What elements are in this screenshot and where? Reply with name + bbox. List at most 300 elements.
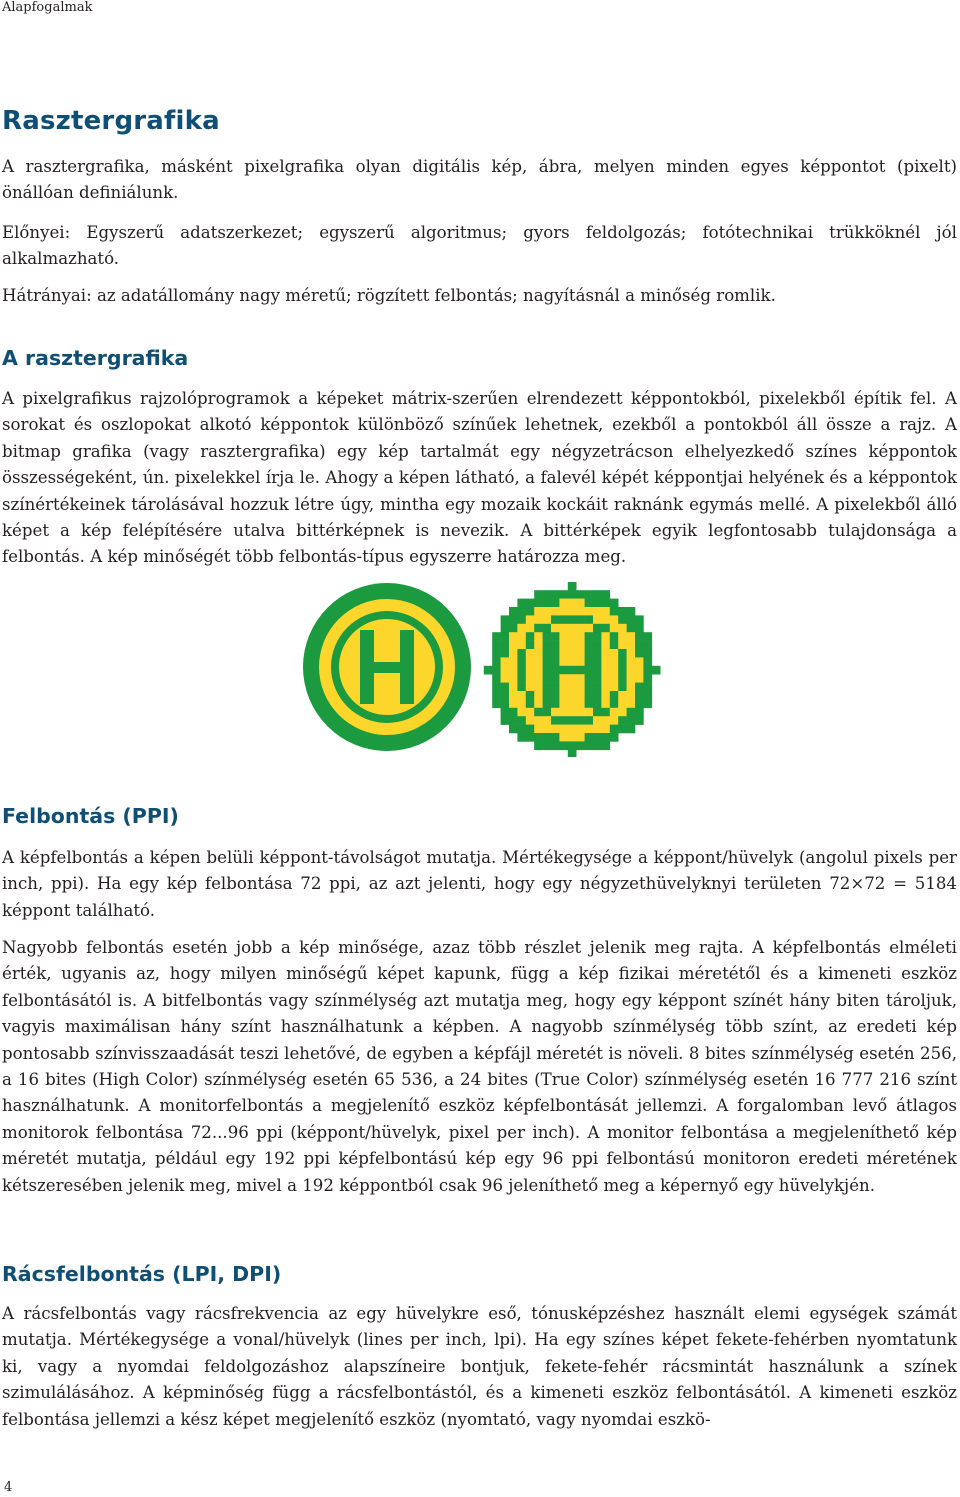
pixel-cell: [601, 607, 610, 616]
pixel-cell: [551, 632, 560, 641]
pixel-cell: [593, 725, 602, 734]
pixel-cell: [618, 657, 627, 666]
pixel-cell: [568, 590, 577, 599]
pixel-cell: [568, 599, 577, 608]
pixel-cell: [559, 691, 568, 700]
pixel-cell: [585, 691, 594, 700]
pixel-cell: [576, 632, 585, 641]
pixel-cell: [627, 624, 636, 633]
pixel-cell: [517, 733, 526, 742]
pixel-cell: [509, 666, 518, 675]
pixel-cell: [576, 607, 585, 616]
section-heading-raster: A rasztergrafika: [2, 346, 189, 370]
pixel-cell: [551, 708, 560, 717]
pixel-cell: [601, 691, 610, 700]
pixel-cell: [526, 716, 535, 725]
pixel-cell: [568, 683, 577, 692]
pixel-cell: [509, 657, 518, 666]
pixel-cell: [526, 733, 535, 742]
pixel-cell: [643, 657, 652, 666]
pixel-cell: [610, 699, 619, 708]
pixel-cell: [492, 691, 501, 700]
pixel-cell: [501, 683, 510, 692]
pixel-cell: [517, 725, 526, 734]
pixel-cell: [551, 657, 560, 666]
pixel-cell: [610, 615, 619, 624]
pixel-cell: [534, 716, 543, 725]
pixel-cell: [534, 691, 543, 700]
pixel-cell: [585, 716, 594, 725]
pixel-cell: [585, 641, 594, 650]
pixel-cell: [635, 657, 644, 666]
pixel-cell: [576, 674, 585, 683]
pixel-cell: [559, 716, 568, 725]
pixel-cell: [610, 708, 619, 717]
pixel-cell: [534, 624, 543, 633]
pixel-cell: [517, 657, 526, 666]
pixel-cell: [501, 641, 510, 650]
pixel-cell: [543, 624, 552, 633]
pixel-cell: [517, 599, 526, 608]
pixel-cell: [635, 691, 644, 700]
pixel-cell: [526, 599, 535, 608]
pixel-cell: [551, 733, 560, 742]
pixel-cell: [526, 708, 535, 717]
pixel-cell: [543, 733, 552, 742]
pixel-cell: [593, 615, 602, 624]
pixel-cell: [643, 632, 652, 641]
pixel-cell: [559, 733, 568, 742]
pixel-cell: [576, 624, 585, 633]
pixel-cell: [543, 699, 552, 708]
pixel-cell: [559, 666, 568, 675]
pixel-cell: [543, 607, 552, 616]
pixel-cell: [501, 657, 510, 666]
bus-stop-figure: [302, 582, 662, 757]
pixel-cell: [576, 649, 585, 658]
pixel-cell: [601, 666, 610, 675]
pixel-cell: [627, 691, 636, 700]
pixel-cell: [635, 624, 644, 633]
pixel-cell: [635, 649, 644, 658]
pixel-cell: [585, 649, 594, 658]
pixel-cell: [501, 716, 510, 725]
pixel-cell: [492, 666, 501, 675]
section-body-ppi-1: A képfelbontás a képen belüli képpont-távolságot mutatja. Mértékegysége a képpont/hüvelyk (angolul pixels per inch, ppi). Ha egy kép felbontása 72 ppi, az azt jelenti, hogy egy négyzethüvelyknyi területen 72×72 = 5184 képpont található.: [2, 848, 957, 920]
pixel-cell: [601, 708, 610, 717]
pixel-cell: [509, 674, 518, 683]
pixel-cell: [534, 741, 543, 750]
pixel-cell: [509, 691, 518, 700]
pixel-cell: [618, 725, 627, 734]
pixel-cell: [610, 641, 619, 650]
pixel-cell: [534, 725, 543, 734]
pixel-cell: [501, 699, 510, 708]
pixel-cell: [559, 599, 568, 608]
pixel-cell: [576, 641, 585, 650]
pixel-cell: [492, 674, 501, 683]
pixel-cell: [551, 666, 560, 675]
pixel-cell: [585, 708, 594, 717]
pixel-cell: [593, 624, 602, 633]
pixel-cell: [534, 708, 543, 717]
pixel-cell: [543, 590, 552, 599]
pixel-cell: [576, 741, 585, 750]
pixel-cell: [593, 649, 602, 658]
pixel-cell: [509, 683, 518, 692]
pixel-cell: [559, 607, 568, 616]
pixel-cell: [618, 691, 627, 700]
pixel-cell: [593, 607, 602, 616]
pixel-cell: [585, 590, 594, 599]
pixel-cell: [585, 599, 594, 608]
pixel-cell: [534, 599, 543, 608]
pixel-cell: [509, 632, 518, 641]
pixel-cell: [559, 674, 568, 683]
pixel-cell: [652, 666, 661, 675]
pixel-cell: [517, 699, 526, 708]
pixel-cell: [601, 716, 610, 725]
pixel-cell: [526, 691, 535, 700]
pixel-cell: [593, 666, 602, 675]
pixel-cell: [618, 699, 627, 708]
pixel-cell: [610, 649, 619, 658]
pixel-cell: [568, 666, 577, 675]
pixel-cell: [501, 649, 510, 658]
pixel-cell: [534, 632, 543, 641]
pixel-cell: [593, 691, 602, 700]
pixel-cell: [543, 725, 552, 734]
pixel-cell: [559, 741, 568, 750]
pixel-cell: [509, 699, 518, 708]
pixel-cell: [568, 607, 577, 616]
pixel-cell: [509, 708, 518, 717]
pixel-cell: [627, 674, 636, 683]
pixelated-bus-stop-sign: [484, 582, 661, 757]
pixel-cell: [627, 708, 636, 717]
pixel-cell: [627, 632, 636, 641]
pixel-cell: [601, 615, 610, 624]
pixel-cell: [517, 716, 526, 725]
pixel-cell: [576, 683, 585, 692]
pixel-cell: [501, 674, 510, 683]
section-heading-lpi: Rácsfelbontás (LPI, DPI): [2, 1262, 282, 1286]
pixel-cell: [543, 666, 552, 675]
pixel-cell: [484, 666, 493, 675]
pixel-cell: [610, 624, 619, 633]
pixel-cell: [551, 607, 560, 616]
pixel-cell: [568, 741, 577, 750]
pixel-cell: [526, 725, 535, 734]
pixel-cell: [568, 615, 577, 624]
pixel-cell: [534, 607, 543, 616]
pixel-cell: [576, 699, 585, 708]
bus-stop-figure-svg: [302, 582, 662, 757]
running-header: Alapfogalmak: [2, 0, 93, 15]
pixel-cell: [593, 683, 602, 692]
pixel-cell: [568, 699, 577, 708]
pixel-cell: [610, 733, 619, 742]
pixel-cell: [576, 657, 585, 666]
pixel-cell: [551, 699, 560, 708]
pixel-cell: [627, 666, 636, 675]
pixel-cell: [534, 733, 543, 742]
pixel-cell: [585, 607, 594, 616]
pixel-cell: [585, 683, 594, 692]
pixel-cell: [568, 725, 577, 734]
pixel-cell: [585, 615, 594, 624]
pixel-cell: [627, 615, 636, 624]
pixel-cell: [509, 641, 518, 650]
pixel-cell: [576, 615, 585, 624]
pixel-cell: [585, 624, 594, 633]
pixel-cell: [610, 666, 619, 675]
pixel-cell: [559, 632, 568, 641]
pixel-cell: [643, 641, 652, 650]
pixel-cell: [618, 624, 627, 633]
pixel-cell: [559, 725, 568, 734]
pixel-cell: [593, 590, 602, 599]
pixel-cell: [643, 683, 652, 692]
pixel-cell: [601, 632, 610, 641]
pixel-cell: [517, 691, 526, 700]
pixel-cell: [627, 649, 636, 658]
pixel-cell: [576, 666, 585, 675]
pixel-cell: [576, 691, 585, 700]
pixel-cell: [551, 683, 560, 692]
pixel-cell: [610, 725, 619, 734]
pixel-cell: [585, 725, 594, 734]
pixel-cell: [501, 632, 510, 641]
pixel-cell: [543, 641, 552, 650]
pixel-cell: [559, 699, 568, 708]
pixel-cell: [610, 683, 619, 692]
pixel-cell: [593, 632, 602, 641]
pixel-cell: [543, 683, 552, 692]
pixel-cell: [551, 649, 560, 658]
pixel-cell: [635, 708, 644, 717]
pixel-cell: [559, 590, 568, 599]
pixel-cell: [517, 674, 526, 683]
pixel-cell: [601, 590, 610, 599]
pixel-cell: [643, 674, 652, 683]
pixel-cell: [610, 716, 619, 725]
pixel-cell: [509, 607, 518, 616]
pixel-cell: [551, 624, 560, 633]
intro-definition: A rasztergrafika, másként pixelgrafika olyan digitális kép, ábra, melyen minden egyes képpontot (pixelt) önállóan definiálunk.: [2, 157, 957, 203]
pixel-cell: [543, 632, 552, 641]
pixel-cell: [618, 649, 627, 658]
pixel-cell: [509, 716, 518, 725]
pixel-cell: [568, 750, 577, 757]
pixel-cell: [618, 632, 627, 641]
pixel-cell: [559, 615, 568, 624]
pixel-cell: [551, 691, 560, 700]
pixel-cell: [517, 666, 526, 675]
pixel-cell: [534, 683, 543, 692]
pixel-cell: [568, 708, 577, 717]
section-body-raster: A pixelgrafikus rajzolóprogramok a képeket mátrix-szerűen elrendezett képpontokból, pixelekből építik fel. A sorokat és oszlopokat alkotó képpontok különböző színűek lehetnek, ezekből a pontokból áll össze a rajz. A bitmap grafika (vagy rasztergrafika) egy kép tartalmát egy négyzetrácson elhelyezkedő színes képpontok összességeként, ún. pixelekkel írja le. Ahogy a képen látható, a falevél képét képpontjai helyének és a képpontok színértékeinek tárolásával hozzuk létre úgy, mintha egy mozaik kockáit raknánk egymás mellé. A pixelekből álló képet a kép felépítésére utalva bittérképnek is nevezik. A bittérképek egyik legfontosabb tulajdonsága a felbontás. A kép minőségét több felbontás-típus egyszerre határozza meg.: [2, 389, 957, 567]
pixel-cell: [635, 641, 644, 650]
pixel-cell: [551, 641, 560, 650]
pixel-cell: [559, 649, 568, 658]
pixel-cell: [568, 649, 577, 658]
pixel-cell: [559, 657, 568, 666]
pixel-cell: [501, 615, 510, 624]
pixel-cell: [534, 649, 543, 658]
pixel-cell: [543, 708, 552, 717]
pixel-cell: [593, 641, 602, 650]
pixel-cell: [568, 632, 577, 641]
pixel-cell: [585, 674, 594, 683]
pixel-cell: [543, 657, 552, 666]
pixel-cell: [492, 641, 501, 650]
pixel-cell: [593, 716, 602, 725]
pixel-cell: [543, 716, 552, 725]
pixel-cell: [568, 582, 577, 591]
pixel-cell: [593, 741, 602, 750]
pixel-cell: [517, 624, 526, 633]
pixel-cell: [610, 607, 619, 616]
pixel-cell: [492, 699, 501, 708]
pixel-cell: [643, 699, 652, 708]
pixel-cell: [635, 632, 644, 641]
pixel-cell: [543, 615, 552, 624]
pixel-cell: [568, 674, 577, 683]
pixel-cell: [492, 683, 501, 692]
pixel-cell: [501, 666, 510, 675]
pixel-cell: [517, 615, 526, 624]
pixel-cell: [526, 641, 535, 650]
vector-bus-stop-sign: [303, 583, 471, 751]
section-heading-ppi: Felbontás (PPI): [2, 804, 179, 828]
intro-disadvantages: Hátrányai: az adatállomány nagy méretű; rögzített felbontás; nagyításnál a minőség romlik.: [2, 286, 776, 305]
pixel-cell: [559, 641, 568, 650]
pixel-cell: [509, 624, 518, 633]
pixel-cell: [534, 666, 543, 675]
pixel-cell: [618, 716, 627, 725]
pixel-cell: [534, 674, 543, 683]
pixel-cell: [517, 632, 526, 641]
pixel-cell: [543, 649, 552, 658]
pixel-cell: [618, 666, 627, 675]
pixel-cell: [526, 699, 535, 708]
pixel-cell: [585, 699, 594, 708]
pixel-cell: [618, 674, 627, 683]
pixel-cell: [593, 699, 602, 708]
pixel-cell: [627, 716, 636, 725]
pixel-cell: [526, 674, 535, 683]
pixel-cell: [551, 615, 560, 624]
pixel-cell: [593, 708, 602, 717]
pixel-cell: [568, 733, 577, 742]
pixel-cell: [526, 649, 535, 658]
pixel-cell: [627, 683, 636, 692]
pixel-cell: [517, 683, 526, 692]
pixel-cell: [543, 691, 552, 700]
pixel-cell: [601, 699, 610, 708]
pixel-cell: [517, 607, 526, 616]
pixel-cell: [627, 607, 636, 616]
pixel-cell: [593, 599, 602, 608]
pixel-cell: [627, 725, 636, 734]
pixel-cell: [635, 674, 644, 683]
pixel-cell: [534, 590, 543, 599]
page-number: 4: [4, 1480, 13, 1495]
pixel-cell: [543, 741, 552, 750]
pixel-cell: [618, 607, 627, 616]
pixel-cell: [610, 632, 619, 641]
pixel-cell: [601, 733, 610, 742]
pixel-cell: [576, 725, 585, 734]
pixel-cell: [509, 725, 518, 734]
pixel-cell: [551, 716, 560, 725]
pixel-cell: [643, 666, 652, 675]
pixel-cell: [517, 649, 526, 658]
pixel-cell: [501, 708, 510, 717]
pixel-cell: [601, 725, 610, 734]
pixel-cell: [643, 691, 652, 700]
pixel-cell: [526, 657, 535, 666]
pixel-cell: [643, 649, 652, 658]
pixel-cell: [568, 691, 577, 700]
page-title: Rasztergrafika: [2, 106, 220, 136]
pixel-cell: [627, 657, 636, 666]
pixel-cell: [492, 632, 501, 641]
pixel-cell: [492, 657, 501, 666]
pixel-cell: [568, 716, 577, 725]
intro-advantages: Előnyei: Egyszerű adatszerkezet; egyszerű algoritmus; gyors feldolgozás; fotótechnikai trükköknél jól alkalmazható.: [2, 223, 957, 269]
pixel-cell: [551, 725, 560, 734]
pixel-cell: [635, 666, 644, 675]
pixel-cell: [585, 741, 594, 750]
pixel-cell: [551, 590, 560, 599]
section-body-ppi-2: Nagyobb felbontás esetén jobb a kép minősége, azaz több részlet jelenik meg rajta. A képfelbontás elméleti érték, ugyanis az, hogy milyen minőségű képet kapunk, függ a kép fizikai méretétől és a kimeneti eszköz felbontásától is. A bitfelbontás vagy színmélység azt mutatja meg, hogy egy képpont színét hány biten tároljuk, vagyis maximálisan hány színt használhatunk a képben. A nagyobb színmélység több színt, az eredeti kép pontosabb színvisszaadását teszi lehetővé, de egyben a képfájl méretét is növeli. 8 bites színmélység esetén 256, a 16 bites (High Color) színmélység esetén 65 536, a 24 bites (True Color) színmélység esetén 16 777 216 színt használhatunk. A monitorfelbontás a megjelenítő eszköz képfelbontását jellemzi. A forgalomban levő átlagos monitorok felbontása 72...96 ppi (képpont/hüvelyk, pixel per inch). A monitor felbontása a megjeleníthető kép méretét mutatja, például egy 192 ppi képfelbontású kép egy 96 ppi felbontású monitoron eredeti méretének kétszeresében jelenik meg, mivel a 192 képpontból csak 96 jeleníthető meg a képernyő egy hüvelykjén.: [2, 938, 957, 1195]
pixel-cell: [568, 641, 577, 650]
pixel-cell: [601, 649, 610, 658]
pixel-cell: [601, 641, 610, 650]
pixel-cell: [585, 657, 594, 666]
pixel-cell: [551, 674, 560, 683]
pixel-cell: [610, 657, 619, 666]
pixel-cell: [568, 657, 577, 666]
pixel-cell: [585, 632, 594, 641]
pixel-cell: [627, 641, 636, 650]
pixel-cell: [526, 666, 535, 675]
pixel-cell: [559, 624, 568, 633]
pixel-cell: [517, 708, 526, 717]
pixel-cell: [517, 641, 526, 650]
pixel-cell: [601, 624, 610, 633]
pixel-cell: [593, 733, 602, 742]
pixel-cell: [601, 599, 610, 608]
pixel-cell: [534, 657, 543, 666]
pixel-cell: [526, 683, 535, 692]
pixel-cell: [576, 590, 585, 599]
pixel-cell: [534, 615, 543, 624]
pixel-cell: [534, 699, 543, 708]
section-body-lpi: A rácsfelbontás vagy rácsfrekvencia az egy hüvelykre eső, tónusképzéshez használt elemi egységek számát mutatja. Mértékegysége a vonal/hüvelyk (lines per inch, lpi). Ha egy színes képet fekete-fehérben nyomtatunk ki, vagy a nyomdai feldolgozáshoz alapszíneire bontjuk, fekete-fehér rácsmintát használunk a színek szimulálásához. A képminőség függ a rácsfelbontástól, és a kimeneti eszköz felbontásától. A kimeneti eszköz felbontása jellemzi a kész képet megjelenítő eszköz (nyomtató, vagy nyomdai eszkö-: [2, 1304, 957, 1429]
pixel-cell: [618, 708, 627, 717]
pixel-cell: [543, 599, 552, 608]
pixel-cell: [551, 741, 560, 750]
pixel-cell: [610, 674, 619, 683]
pixel-cell: [576, 733, 585, 742]
pixel-cell: [501, 624, 510, 633]
pixel-cell: [618, 641, 627, 650]
pixel-cell: [543, 674, 552, 683]
pixel-cell: [627, 699, 636, 708]
